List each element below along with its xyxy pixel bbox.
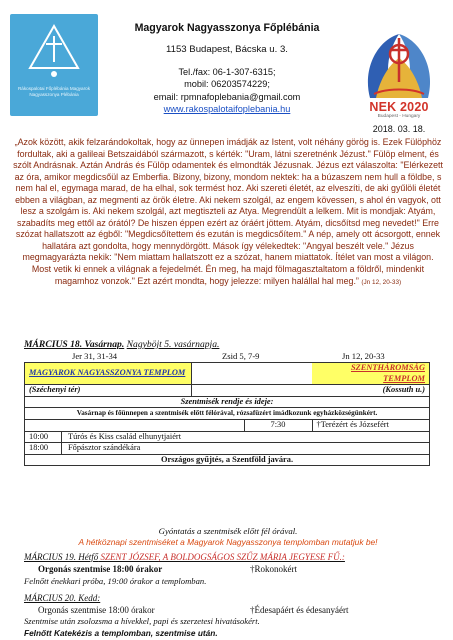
day-title: MÁRCIUS 20. Kedd:	[24, 593, 101, 603]
mass-time: 18:00	[25, 443, 62, 454]
confession-note: Gyóntatás a szentmisék előtt fél órával.	[158, 526, 298, 536]
mass-line-tuesday	[24, 605, 444, 616]
parish-logo	[10, 14, 98, 116]
day-heading-sunday	[24, 339, 444, 350]
church-left-name: MAGYAROK NAGYASSZONYA TEMPLOM	[25, 363, 192, 385]
schedule-heading: Szentmisék rendje és ideje:	[25, 396, 430, 408]
day-subtitle: Nagyböjt 5. vasárnapja.	[126, 339, 220, 350]
mass-intention: †Rokonokért	[250, 564, 297, 574]
readings-line	[24, 351, 444, 361]
collection-note: Országos gyűjtés, a Szentföld javára.	[25, 454, 430, 466]
parish-emblem-icon	[24, 22, 84, 82]
mass-intention: †Édesapáért és édesanyáért	[250, 605, 349, 615]
feast-name: SZENT JÓZSEF, A BOLDOGSÁGOS SZŰZ MÁRIA JEGYESE FŰ.:	[100, 552, 345, 562]
mass-intention: Túrós és Kiss család elhunytjaiért	[68, 431, 182, 441]
gospel-text: „Azok között, akik felzarándokoltak, hogy az ünnepen imádják az Istent, volt néhány görög is. Ezek Fülöphöz fordultak, aki a galileai Betszaidából származott, s kérték: "Uram, látni szeretnénk Jézust." Fülöp elment, és szólt Andrásnak. Aztán András és Fülöp odamentek és elmondták Jézusnak. Jézus ezt válaszolta: "Elérkezett az óra, amikor megdicsőül az Emberfia. Bizony, bizony, mondom nektek: ha a búzaszem nem hull a földbe, s nem hal el, egymaga marad, de ha elhal, sok termést hoz. Aki szereti életét, az elveszíti, de aki gyűlöli életét ebben a világban, az megmenti az örök életre. Aki nekem szolgál, az engem kövessen, s ahol én vagyok, ott lesz a szolgám is. Aki nekem szolgál, azt megtiszteli az Atya. Megrendült a lelkem. Mit is mondjak: Atyám, szabadíts meg ettől az órától? De hiszen éppen ezért az óráért jöttem. Atyám, dicsőítsd meg nevedet!" Erre szózat hallatszott az égből: "Megdicsőítettem és ezután is megdicsőítem." A nép, amely ott ácsorgott, ennek hallatára azt gondolta, hogy mennydörgött. Mások így vélekedtek: "Angyal beszélt vele." Jézus megmagyarázta nekik: "Nem miattam hallatszott ez a szózat, hanem miattatok. Ítélet van most a világon. Most vetik ki ennek a világnak a fejedelmét. Én meg, ha majd fölmagasztaltatom a földről, mindenkit magamhoz vonzok." Ezt azért mondta, hogy jelezze: milyen halállal hal meg.”	[13, 137, 443, 286]
mass-schedule-table	[24, 362, 430, 466]
day-heading-tuesday	[24, 593, 444, 603]
mass-time-text: Orgonás szentmise 18:00 órakor	[38, 564, 163, 574]
day-title: MÁRCIUS 18. Vasárnap.	[24, 339, 125, 350]
reading-2: Zsid 5, 7-9	[222, 351, 260, 361]
mass-time-text: Orgonás szentmise 18:00 órakor	[38, 605, 155, 615]
gospel-reference: (Jn 12, 20-33)	[361, 278, 402, 286]
parish-title: Magyarok Nagyasszonya Főplébánia	[134, 22, 320, 34]
church-right-place: (Kossuth u.)	[312, 385, 430, 397]
mass-time: 7:30	[244, 419, 312, 431]
mass-intention: †Terézért és Józsefért	[312, 419, 430, 431]
day-heading-monday	[24, 552, 444, 562]
nek-logo-title: NEK 2020	[369, 100, 429, 114]
catechesis-note: Felnőtt Katekézis a templomban, szentmise után.	[24, 628, 218, 638]
mass-intention: Főpásztor szándékára	[68, 443, 141, 453]
parish-address: 1153 Budapest, Bácska u. 3.	[166, 44, 288, 55]
parish-logo-text: Rákospalotai Főplébánia Magyarok Nagyasszonya Plébánia	[17, 86, 90, 97]
table-row	[25, 443, 430, 455]
vespers-note: Szentmise után zsolozsma a hívekkel, papi és szerzetesi hivatásokért.	[24, 616, 260, 626]
church-left-place: (Széchenyi tér)	[25, 385, 192, 397]
church-right-name: SZENTHÁROMSÁG TEMPLOM	[312, 363, 430, 385]
nek-logo-subtitle: Budapest - Hungary	[377, 114, 421, 119]
email-address: email: rpmnafoplebania@gmail.com	[153, 91, 301, 102]
rosary-note: Vasárnap és főünnepen a szentmisék előtt félórával, rózsafüzért imádkozunk egyházközségünkért.	[25, 408, 430, 420]
mass-time: 10:00	[25, 432, 62, 443]
gospel-passage	[12, 137, 444, 288]
table-row	[25, 431, 430, 443]
parish-contact-header	[96, 22, 358, 116]
table-row	[25, 419, 430, 431]
bulletin-date: 2018. 03. 18.	[372, 124, 426, 134]
reading-1: Jer 31, 31-34	[72, 351, 118, 361]
day-title: MÁRCIUS 19. Hétfő	[24, 552, 99, 562]
choir-note: Felnőtt énekkari próba, 19:00 órakor a templomban.	[24, 576, 207, 586]
phone-fax: Tel./fax: 06-1-307-6315;	[178, 67, 276, 77]
reading-3: Jn 12, 20-33	[342, 351, 385, 361]
mass-line-monday	[24, 564, 444, 575]
weekday-mass-invitation: A hétköznapi szentmiséket a Magyarok Nagyasszonya templomban mutatjuk be!	[78, 537, 378, 547]
website-link[interactable]: www.rakospalotaifoplebania.hu	[163, 104, 291, 115]
mobile-number: mobil: 06203574229;	[184, 79, 270, 90]
